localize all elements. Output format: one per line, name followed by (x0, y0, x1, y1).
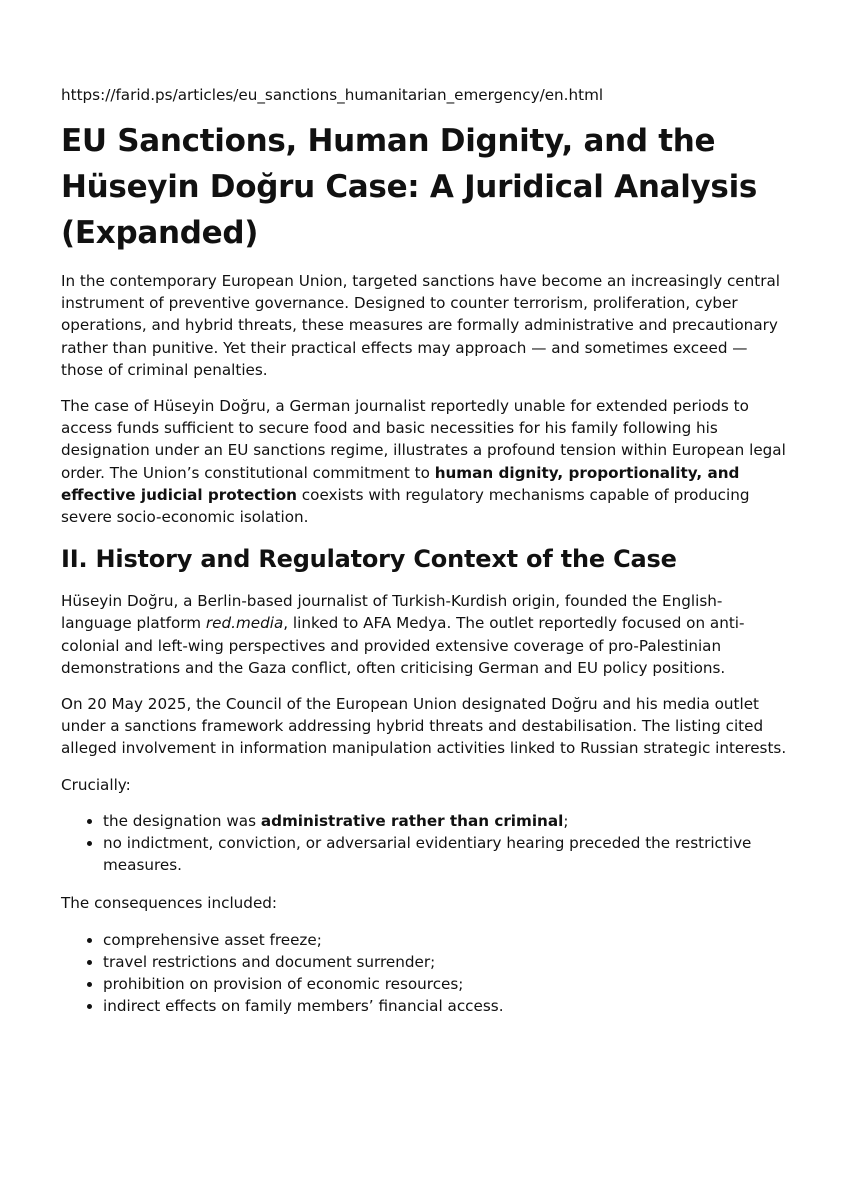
intro-paragraph-1: In the contemporary European Union, targeted sanctions have become an increasingly central instrument of preventive governance. Designed to counter terrorism, proliferation, cyber operations, and hybrid threats, these measures are formally administrative and precautionary rather than punitive. Yet their practical effects may approach — and sometimes exceed — those of criminal penalties. (61, 272, 780, 379)
crucially-list (61, 810, 789, 877)
intro-p2-text-end: coexists with regulatory mechanisms capable of producing severe socio-economic isolation. (61, 485, 750, 527)
consequences-label: The consequences included: (61, 894, 278, 913)
intro-p2-bold: human dignity, proportionality, and effective judicial protection (61, 463, 740, 504)
section-2-paragraph-2: On 20 May 2025, the Council of the European Union designated Doğru and his media outlet under a sanctions framework addressing hybrid threats and destabilisation. The listing cited alleged involvement in information manipulation activities linked to Russian strategic interests. (61, 695, 787, 758)
list-item: • comprehensive asset freeze; (103, 929, 789, 951)
crucially-item-1-bold: administrative rather than criminal (260, 811, 564, 830)
crucially-label: Crucially: (61, 775, 131, 794)
page-url[interactable]: https://farid.ps/articles/eu_sanctions_humanitarian_emergency/en.html (61, 86, 604, 104)
article-title: EU Sanctions, Human Dignity, and the Hüseyin Doğru Case: A Juridical Analysis (Expanded) (61, 123, 758, 251)
list-item: • travel restrictions and document surrender; (103, 951, 789, 973)
crucially-item-1-end: ; (563, 811, 569, 830)
section-2-heading: II. History and Regulatory Context of the Case (61, 545, 677, 574)
consequences-list (61, 929, 789, 1018)
article-page (61, 84, 789, 1033)
section-2-paragraph-1 (61, 590, 789, 679)
list-item: • no indictment, conviction, or adversarial evidentiary hearing preceded the restrictive measures. (103, 832, 789, 876)
s2-p1-text-start: Hüseyin Doğru, a Berlin-based journalist of Turkish-Kurdish origin, founded the English-language platform (61, 592, 723, 633)
intro-p2-text-start: The case of Hüseyin Doğru, a German journalist reportedly unable for extended periods to access funds sufficient to secure food and basic necessities for his family following his designation under an EU sanctions regime, illustrates a profound tension within European legal order. The Union’s constitutional commitment to (61, 397, 786, 482)
list-item: • prohibition on provision of economic resources; (103, 973, 789, 995)
intro-paragraph-2 (61, 395, 789, 528)
list-item (103, 810, 789, 832)
list-item: • indirect effects on family members’ financial access. (103, 995, 789, 1017)
crucially-item-1-start: the designation was (103, 811, 261, 830)
s2-p1-italic: red.media (205, 614, 284, 633)
s2-p1-text-end: , linked to AFA Medya. The outlet reportedly focused on anti-colonial and left-wing perspectives and provided extensive coverage of pro-Palestinian demonstrations and the Gaza conflict, often criticising German and EU policy positions. (61, 614, 745, 677)
